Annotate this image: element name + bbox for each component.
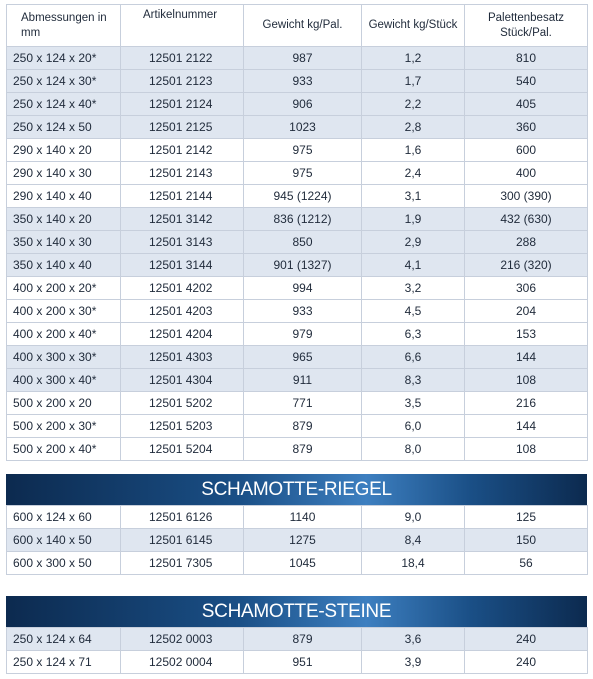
riegel-table-body [7, 506, 588, 575]
cell-article-number: 12501 2142 [121, 139, 244, 162]
cell-weight-per-piece: 3,2 [362, 277, 465, 300]
cell-weight-per-piece: 8,3 [362, 369, 465, 392]
table-header-row [7, 5, 588, 47]
cell-weight-per-pallet: 1275 [244, 529, 362, 552]
cell-weight-per-piece: 2,2 [362, 93, 465, 116]
table-row [7, 529, 588, 552]
cell-article-number: 12501 7305 [121, 552, 244, 575]
table-row [7, 552, 588, 575]
cell-article-number: 12501 4304 [121, 369, 244, 392]
table-row [7, 277, 588, 300]
cell-weight-per-piece: 3,5 [362, 392, 465, 415]
cell-weight-per-piece: 8,4 [362, 529, 465, 552]
cell-article-number: 12501 4202 [121, 277, 244, 300]
table-row [7, 47, 588, 70]
cell-weight-per-piece: 3,6 [362, 628, 465, 651]
cell-pallet-quantity: 600 [465, 139, 588, 162]
cell-article-number: 12501 6145 [121, 529, 244, 552]
cell-weight-per-pallet: 906 [244, 93, 362, 116]
table-row [7, 93, 588, 116]
table-row [7, 162, 588, 185]
cell-pallet-quantity: 108 [465, 369, 588, 392]
cell-weight-per-pallet: 911 [244, 369, 362, 392]
cell-article-number: 12501 4203 [121, 300, 244, 323]
cell-weight-per-piece: 6,0 [362, 415, 465, 438]
table-row [7, 392, 588, 415]
cell-pallet-quantity: 300 (390) [465, 185, 588, 208]
cell-weight-per-pallet: 879 [244, 438, 362, 461]
cell-weight-per-piece: 2,4 [362, 162, 465, 185]
cell-pallet-quantity: 144 [465, 415, 588, 438]
table-row [7, 651, 588, 674]
cell-article-number: 12501 3143 [121, 231, 244, 254]
header-dimensions: Abmessungen in mm [7, 5, 121, 47]
cell-weight-per-pallet: 1045 [244, 552, 362, 575]
cell-weight-per-piece: 4,5 [362, 300, 465, 323]
cell-weight-per-pallet: 951 [244, 651, 362, 674]
cell-article-number: 12501 5204 [121, 438, 244, 461]
cell-dimensions: 500 x 200 x 30* [7, 415, 121, 438]
cell-weight-per-piece: 18,4 [362, 552, 465, 575]
cell-weight-per-pallet: 965 [244, 346, 362, 369]
cell-pallet-quantity: 288 [465, 231, 588, 254]
table-row [7, 185, 588, 208]
cell-dimensions: 250 x 124 x 20* [7, 47, 121, 70]
cell-dimensions: 290 x 140 x 20 [7, 139, 121, 162]
cell-pallet-quantity: 360 [465, 116, 588, 139]
cell-dimensions: 600 x 300 x 50 [7, 552, 121, 575]
table-row [7, 628, 588, 651]
cell-weight-per-pallet: 879 [244, 415, 362, 438]
cell-pallet-quantity: 306 [465, 277, 588, 300]
cell-dimensions: 400 x 300 x 40* [7, 369, 121, 392]
cell-weight-per-piece: 2,9 [362, 231, 465, 254]
cell-dimensions: 400 x 300 x 30* [7, 346, 121, 369]
header-article-number: Artikelnummer [121, 5, 244, 47]
cell-pallet-quantity: 216 (320) [465, 254, 588, 277]
cell-article-number: 12501 4204 [121, 323, 244, 346]
cell-dimensions: 400 x 200 x 30* [7, 300, 121, 323]
cell-pallet-quantity: 153 [465, 323, 588, 346]
cell-weight-per-piece: 3,9 [362, 651, 465, 674]
cell-weight-per-pallet: 933 [244, 300, 362, 323]
cell-pallet-quantity: 400 [465, 162, 588, 185]
cell-weight-per-piece: 1,7 [362, 70, 465, 93]
cell-pallet-quantity: 240 [465, 651, 588, 674]
cell-article-number: 12501 2122 [121, 47, 244, 70]
cell-weight-per-piece: 1,2 [362, 47, 465, 70]
cell-dimensions: 250 x 124 x 71 [7, 651, 121, 674]
cell-dimensions: 400 x 200 x 40* [7, 323, 121, 346]
cell-article-number: 12501 3144 [121, 254, 244, 277]
cell-weight-per-piece: 8,0 [362, 438, 465, 461]
cell-weight-per-pallet: 850 [244, 231, 362, 254]
cell-dimensions: 500 x 200 x 40* [7, 438, 121, 461]
cell-article-number: 12501 5203 [121, 415, 244, 438]
cell-weight-per-pallet: 979 [244, 323, 362, 346]
table-row [7, 300, 588, 323]
cell-weight-per-pallet: 975 [244, 162, 362, 185]
cell-weight-per-pallet: 945 (1224) [244, 185, 362, 208]
cell-weight-per-pallet: 1140 [244, 506, 362, 529]
cell-article-number: 12501 2144 [121, 185, 244, 208]
cell-weight-per-pallet: 987 [244, 47, 362, 70]
riegel-table [6, 505, 588, 575]
table-row [7, 208, 588, 231]
cell-weight-per-pallet: 879 [244, 628, 362, 651]
cell-dimensions: 600 x 140 x 50 [7, 529, 121, 552]
cell-pallet-quantity: 150 [465, 529, 588, 552]
cell-dimensions: 250 x 124 x 30* [7, 70, 121, 93]
cell-dimensions: 600 x 124 x 60 [7, 506, 121, 529]
cell-weight-per-pallet: 836 (1212) [244, 208, 362, 231]
cell-article-number: 12501 2125 [121, 116, 244, 139]
cell-dimensions: 290 x 140 x 40 [7, 185, 121, 208]
section-banner-steine: SCHAMOTTE-STEINE [6, 596, 587, 627]
cell-dimensions: 350 x 140 x 40 [7, 254, 121, 277]
table-row [7, 323, 588, 346]
cell-weight-per-pallet: 901 (1327) [244, 254, 362, 277]
cell-article-number: 12501 6126 [121, 506, 244, 529]
header-weight-per-pallet: Gewicht kg/Pal. [244, 5, 362, 47]
table-row [7, 506, 588, 529]
cell-weight-per-piece: 6,3 [362, 323, 465, 346]
cell-pallet-quantity: 144 [465, 346, 588, 369]
cell-dimensions: 350 x 140 x 30 [7, 231, 121, 254]
cell-article-number: 12502 0004 [121, 651, 244, 674]
cell-weight-per-piece: 3,1 [362, 185, 465, 208]
cell-weight-per-pallet: 994 [244, 277, 362, 300]
table-row [7, 231, 588, 254]
table-row [7, 254, 588, 277]
cell-dimensions: 250 x 124 x 64 [7, 628, 121, 651]
cell-pallet-quantity: 405 [465, 93, 588, 116]
cell-article-number: 12501 2143 [121, 162, 244, 185]
cell-weight-per-piece: 9,0 [362, 506, 465, 529]
cell-weight-per-piece: 2,8 [362, 116, 465, 139]
cell-pallet-quantity: 125 [465, 506, 588, 529]
table-row [7, 438, 588, 461]
table-row [7, 369, 588, 392]
cell-article-number: 12502 0003 [121, 628, 244, 651]
cell-dimensions: 500 x 200 x 20 [7, 392, 121, 415]
cell-weight-per-piece: 6,6 [362, 346, 465, 369]
cell-pallet-quantity: 204 [465, 300, 588, 323]
header-pallet-quantity: Palettenbesatz Stück/Pal. [465, 5, 588, 47]
table-row [7, 139, 588, 162]
cell-weight-per-pallet: 1023 [244, 116, 362, 139]
cell-pallet-quantity: 432 (630) [465, 208, 588, 231]
steine-table [6, 627, 588, 674]
cell-weight-per-piece: 4,1 [362, 254, 465, 277]
table-row [7, 70, 588, 93]
cell-dimensions: 350 x 140 x 20 [7, 208, 121, 231]
cell-pallet-quantity: 216 [465, 392, 588, 415]
cell-article-number: 12501 3142 [121, 208, 244, 231]
cell-article-number: 12501 2124 [121, 93, 244, 116]
table-row [7, 346, 588, 369]
cell-dimensions: 290 x 140 x 30 [7, 162, 121, 185]
cell-dimensions: 250 x 124 x 50 [7, 116, 121, 139]
steine-table-body [7, 628, 588, 674]
cell-weight-per-pallet: 975 [244, 139, 362, 162]
cell-article-number: 12501 4303 [121, 346, 244, 369]
cell-article-number: 12501 5202 [121, 392, 244, 415]
cell-pallet-quantity: 810 [465, 47, 588, 70]
cell-pallet-quantity: 108 [465, 438, 588, 461]
product-table [6, 4, 588, 461]
cell-weight-per-pallet: 933 [244, 70, 362, 93]
table-row [7, 116, 588, 139]
cell-pallet-quantity: 240 [465, 628, 588, 651]
section-banner-riegel: SCHAMOTTE-RIEGEL [6, 474, 587, 505]
cell-dimensions: 400 x 200 x 20* [7, 277, 121, 300]
cell-pallet-quantity: 540 [465, 70, 588, 93]
cell-weight-per-pallet: 771 [244, 392, 362, 415]
product-table-body [7, 47, 588, 461]
cell-weight-per-piece: 1,9 [362, 208, 465, 231]
cell-weight-per-piece: 1,6 [362, 139, 465, 162]
cell-article-number: 12501 2123 [121, 70, 244, 93]
cell-pallet-quantity: 56 [465, 552, 588, 575]
cell-dimensions: 250 x 124 x 40* [7, 93, 121, 116]
header-weight-per-piece: Gewicht kg/Stück [362, 5, 465, 47]
table-row [7, 415, 588, 438]
